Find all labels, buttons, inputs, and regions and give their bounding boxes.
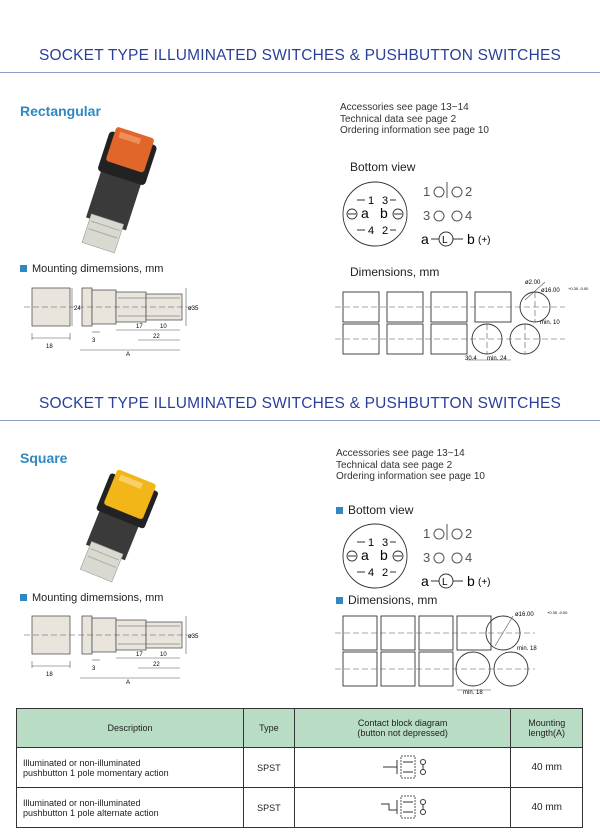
svg-text:+0.30 -0.00: +0.30 -0.00 [547,610,568,615]
svg-text:2: 2 [465,526,473,541]
square-notes [336,448,485,483]
svg-text:3: 3 [92,338,96,344]
svg-text:4: 4 [368,225,375,237]
note-technical: Technical data see page 2 [336,459,453,471]
rectangular-bottom-view-label: Bottom view [350,160,416,174]
bullet-icon [20,594,27,601]
header-length: Mounting length(A) [511,709,583,748]
note-ordering: Ordering information see page 10 [340,125,489,136]
svg-text:24: 24 [74,306,81,312]
table-row [17,788,583,828]
svg-text:b: b [467,231,475,247]
page-title-square: SOCKET TYPE ILLUMINATED SWITCHES & PUSHBUTTON SWITCHES [38,395,562,412]
square-dimensions-label: Dimensions, mm [336,593,437,607]
svg-text:10: 10 [160,652,167,658]
row-type: SPST [244,788,295,828]
rectangular-heading: Rectangular [20,103,101,119]
svg-text:3: 3 [423,208,431,223]
square-heading: Square [20,450,68,466]
note-ordering: Ordering information see page 10 [336,471,485,482]
note-accessories: Accessories see page 13~14 [340,102,469,113]
svg-text:ø2.00: ø2.00 [525,280,541,286]
svg-text:1: 1 [423,184,431,199]
svg-text:3: 3 [92,666,96,672]
rectangular-switch-photo [55,118,185,258]
title-divider-square [0,420,600,421]
svg-text:3: 3 [382,537,389,549]
rectangular-dimensions-label: Dimensions, mm [350,265,440,279]
svg-text:ø16.00: ø16.00 [515,612,534,618]
svg-text:min. 18: min. 18 [463,690,483,696]
row-description: Illuminated or non-illuminated pushbutton 1 pole momentary action [17,748,244,788]
bullet-icon [20,265,27,272]
svg-text:4: 4 [465,550,473,565]
note-technical: Technical data see page 2 [340,113,457,125]
square-switch-photo [55,468,185,588]
svg-text:18: 18 [46,672,53,678]
svg-text:min. 24: min. 24 [487,356,507,362]
svg-text:2: 2 [382,567,389,579]
square-mounting-label: Mounting dimemsions, mm [20,592,163,604]
svg-text:a: a [361,205,369,221]
svg-text:(+): (+) [478,577,491,588]
svg-text:3: 3 [382,195,389,207]
svg-text:4: 4 [465,208,473,223]
square-panel-cutout [335,606,585,698]
svg-text:A: A [126,352,131,358]
svg-text:3: 3 [423,550,431,565]
svg-text:A: A [126,680,131,686]
header-description: Description [17,709,244,748]
rectangular-mounting-drawing [18,278,218,360]
svg-text:b: b [467,573,475,589]
svg-text:a: a [361,547,369,563]
svg-text:ø35: ø35 [188,634,199,640]
row-length: 40 mm [511,788,583,828]
row-description: Illuminated or non-illuminated pushbutton 1 pole alternate action [17,788,244,828]
row-length: 40 mm [511,748,583,788]
svg-text:17: 17 [136,652,143,658]
title-divider-top [0,72,600,73]
svg-text:1: 1 [368,195,375,207]
contact-diagram-momentary [294,748,511,788]
svg-text:+0.30 -0.00: +0.30 -0.00 [568,286,589,291]
svg-text:2: 2 [465,184,473,199]
svg-text:b: b [380,205,388,221]
spec-table [16,708,583,828]
note-accessories: Accessories see page 13~14 [336,448,465,459]
svg-text:22: 22 [153,334,160,340]
svg-text:17: 17 [136,324,143,330]
page-title-top: SOCKET TYPE ILLUMINATED SWITCHES & PUSHBUTTON SWITCHES [38,47,562,64]
svg-text:22: 22 [153,662,160,668]
rectangular-notes [340,102,489,137]
square-bottom-view [335,520,520,598]
svg-text:1: 1 [368,537,375,549]
square-bottom-view-label: Bottom view [336,503,413,517]
bullet-icon [336,597,343,604]
svg-text:min. 10: min. 10 [540,320,560,326]
svg-text:4: 4 [368,567,375,579]
svg-text:b: b [380,547,388,563]
bullet-icon [336,507,343,514]
svg-text:ø16.00: ø16.00 [541,288,560,294]
contact-diagram-alternate [294,788,511,828]
svg-text:(+): (+) [478,235,491,246]
table-row [17,748,583,788]
square-mounting-drawing [18,606,218,686]
svg-text:a: a [421,573,429,589]
svg-text:2: 2 [382,225,389,237]
table-header-row [17,709,583,748]
rectangular-mounting-label: Mounting dimemsions, mm [20,263,163,275]
svg-text:min. 18: min. 18 [517,646,537,652]
svg-text:L: L [442,235,448,246]
svg-text:18: 18 [46,344,53,350]
svg-text:30.4: 30.4 [465,356,477,362]
rectangular-bottom-view [335,178,520,256]
svg-text:a: a [421,231,429,247]
rectangular-panel-cutout [335,278,589,368]
svg-text:10: 10 [160,324,167,330]
header-diagram: Contact block diagram (button not depressed) [294,709,511,748]
svg-text:L: L [442,577,448,588]
header-type: Type [244,709,295,748]
svg-text:1: 1 [423,526,431,541]
svg-text:ø35: ø35 [188,306,199,312]
row-type: SPST [244,748,295,788]
